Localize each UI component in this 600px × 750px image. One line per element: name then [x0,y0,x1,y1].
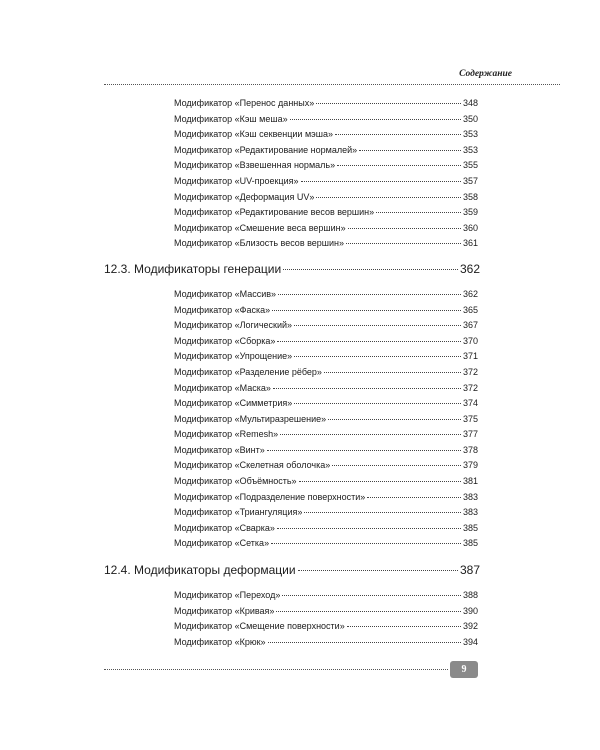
entry-title: Модификатор «Редактирование нормалей» [174,144,358,155]
dot-leader [267,450,461,451]
entry-page-number: 381 [462,476,478,487]
entry-title: Модификатор «Смешение веса вершин» [174,222,346,233]
dot-leader [268,642,461,643]
toc-section-heading [104,261,480,277]
toc-entry [174,96,478,112]
entry-title: Модификатор «Кэш меша» [174,113,288,124]
toc-entry [174,190,478,206]
toc-entry [174,588,478,604]
entry-page-number: 367 [462,320,478,331]
toc-entry [174,365,478,381]
entry-title: Модификатор «Упрощение» [174,351,293,362]
toc-entry [174,112,478,128]
entry-title: Модификатор «Массив» [174,288,277,299]
entry-page-number: 358 [462,191,478,202]
entry-title: Модификатор «Сварка» [174,522,275,533]
entry-page-number: 365 [462,304,478,315]
toc-entry [174,474,478,490]
dot-leader [316,197,461,198]
dot-leader [294,403,461,404]
entry-title: Модификатор «Remesh» [174,429,279,440]
toc-entry [174,143,478,159]
entry-page-number: 360 [462,222,478,233]
dot-leader [367,497,461,498]
toc-entry [174,334,478,350]
entry-title: Модификатор «Деформация UV» [174,191,315,202]
dot-leader [348,228,461,229]
toc-entry [174,604,478,620]
dot-leader [298,570,458,571]
entry-page-number: 350 [462,113,478,124]
entry-title: Модификатор «Сборка» [174,335,276,346]
entry-title: Модификатор «Триангуляция» [174,507,303,518]
entry-page-number: 374 [462,398,478,409]
dot-leader [283,269,458,270]
entry-title: Модификатор «Логический» [174,320,293,331]
toc-entry [174,443,478,459]
toc-entry [174,521,478,537]
entry-page-number: 362 [462,288,478,299]
toc-entry [174,303,478,319]
dot-leader [299,481,461,482]
entry-page-number: 371 [462,351,478,362]
entry-page-number: 388 [462,590,478,601]
entry-title: Модификатор «Подразделение поверхности» [174,491,366,502]
section-page-number: 387 [459,563,480,578]
entry-page-number: 390 [462,605,478,616]
toc-entry [174,396,478,412]
entry-page-number: 353 [462,144,478,155]
toc-entry [174,505,478,521]
entry-page-number: 375 [462,413,478,424]
toc-entry [174,490,478,506]
entry-page-number: 394 [462,636,478,647]
dot-leader [335,134,461,135]
dot-leader [332,465,461,466]
entry-page-number: 353 [462,129,478,140]
entry-title: Модификатор «Перенос данных» [174,98,315,108]
page-number-badge: 9 [450,661,478,678]
dot-leader [278,294,461,295]
entry-page-number: 372 [462,366,478,377]
dot-leader [276,611,461,612]
toc-entry [174,127,478,143]
entry-title: Модификатор «Редактирование весов вершин» [174,207,375,218]
dot-leader [347,626,461,627]
dot-leader [316,103,461,104]
header-dotted-rule [104,84,560,85]
entry-page-number: 370 [462,335,478,346]
entry-title: Модификатор «Маска» [174,382,271,393]
entry-title: Модификатор «Крюк» [174,636,266,647]
dot-leader [277,341,461,342]
toc-entry [174,635,478,651]
entry-page-number: 392 [462,621,478,632]
toc-entry [174,349,478,365]
entry-page-number: 357 [462,175,478,186]
entry-page-number: 378 [462,444,478,455]
dot-leader [271,543,461,544]
toc-entry [174,318,478,334]
table-of-contents [0,96,600,650]
dot-leader [277,528,461,529]
entry-page-number: 383 [462,491,478,502]
section-page-number: 362 [459,261,480,276]
entry-page-number: 359 [462,207,478,218]
toc-entry [174,287,478,303]
entry-title: Модификатор «Симметрия» [174,398,293,409]
toc-entry [174,536,478,552]
entry-title: Модификатор «Сетка» [174,538,270,549]
toc-entry [174,174,478,190]
entry-title: Модификатор «Разделение рёбер» [174,366,322,377]
dot-leader [282,595,461,596]
entry-title: Модификатор «Переход» [174,590,281,601]
dot-leader [294,325,461,326]
entry-page-number: 385 [462,522,478,533]
entry-title: Модификатор «Кэш секвенции мэша» [174,129,333,140]
dot-leader [301,181,461,182]
dot-leader [376,212,461,213]
dot-leader [337,165,461,166]
entry-page-number: 385 [462,538,478,549]
entry-page-number: 355 [462,160,478,171]
dot-leader [328,419,461,420]
entry-page-number: 361 [462,238,478,249]
dot-leader [272,310,461,311]
toc-entry [174,458,478,474]
running-header-title: Содержание [459,69,512,79]
dot-leader [346,243,461,244]
dot-leader [280,434,461,435]
entry-title: Модификатор «UV-проекция» [174,175,299,186]
toc-entry [174,381,478,397]
entry-title: Модификатор «Близость весов вершин» [174,238,345,249]
entry-title: Модификатор «Мультиразрешение» [174,413,327,424]
entry-title: Модификатор «Скелетная оболочка» [174,460,331,471]
entry-page-number: 379 [462,460,478,471]
section-title: 12.3. Модификаторы генерации [104,261,282,276]
entry-page-number: 372 [462,382,478,393]
entry-title: Модификатор «Фаска» [174,304,271,315]
toc-entry [174,619,478,635]
entry-title: Модификатор «Смещение поверхности» [174,621,345,632]
dot-leader [304,512,461,513]
section-title: 12.4. Модификаторы деформации [104,563,296,578]
entry-title: Модификатор «Винт» [174,444,265,455]
toc-entry [174,427,478,443]
entry-page-number: 377 [462,429,478,440]
dot-leader [294,356,461,357]
toc-entry [174,412,478,428]
dot-leader [273,388,461,389]
toc-entry [174,158,478,174]
entry-page-number: 348 [462,98,478,108]
toc-section-heading [104,562,480,578]
dot-leader [324,372,461,373]
entry-title: Модификатор «Кривая» [174,605,275,616]
toc-entry [174,236,478,252]
dot-leader [290,119,461,120]
footer-dotted-rule [104,669,448,670]
entry-page-number: 383 [462,507,478,518]
entry-title: Модификатор «Объёмность» [174,476,297,487]
dot-leader [359,150,461,151]
entry-title: Модификатор «Взвешенная нормаль» [174,160,336,171]
toc-entry [174,205,478,221]
toc-entry [174,221,478,237]
